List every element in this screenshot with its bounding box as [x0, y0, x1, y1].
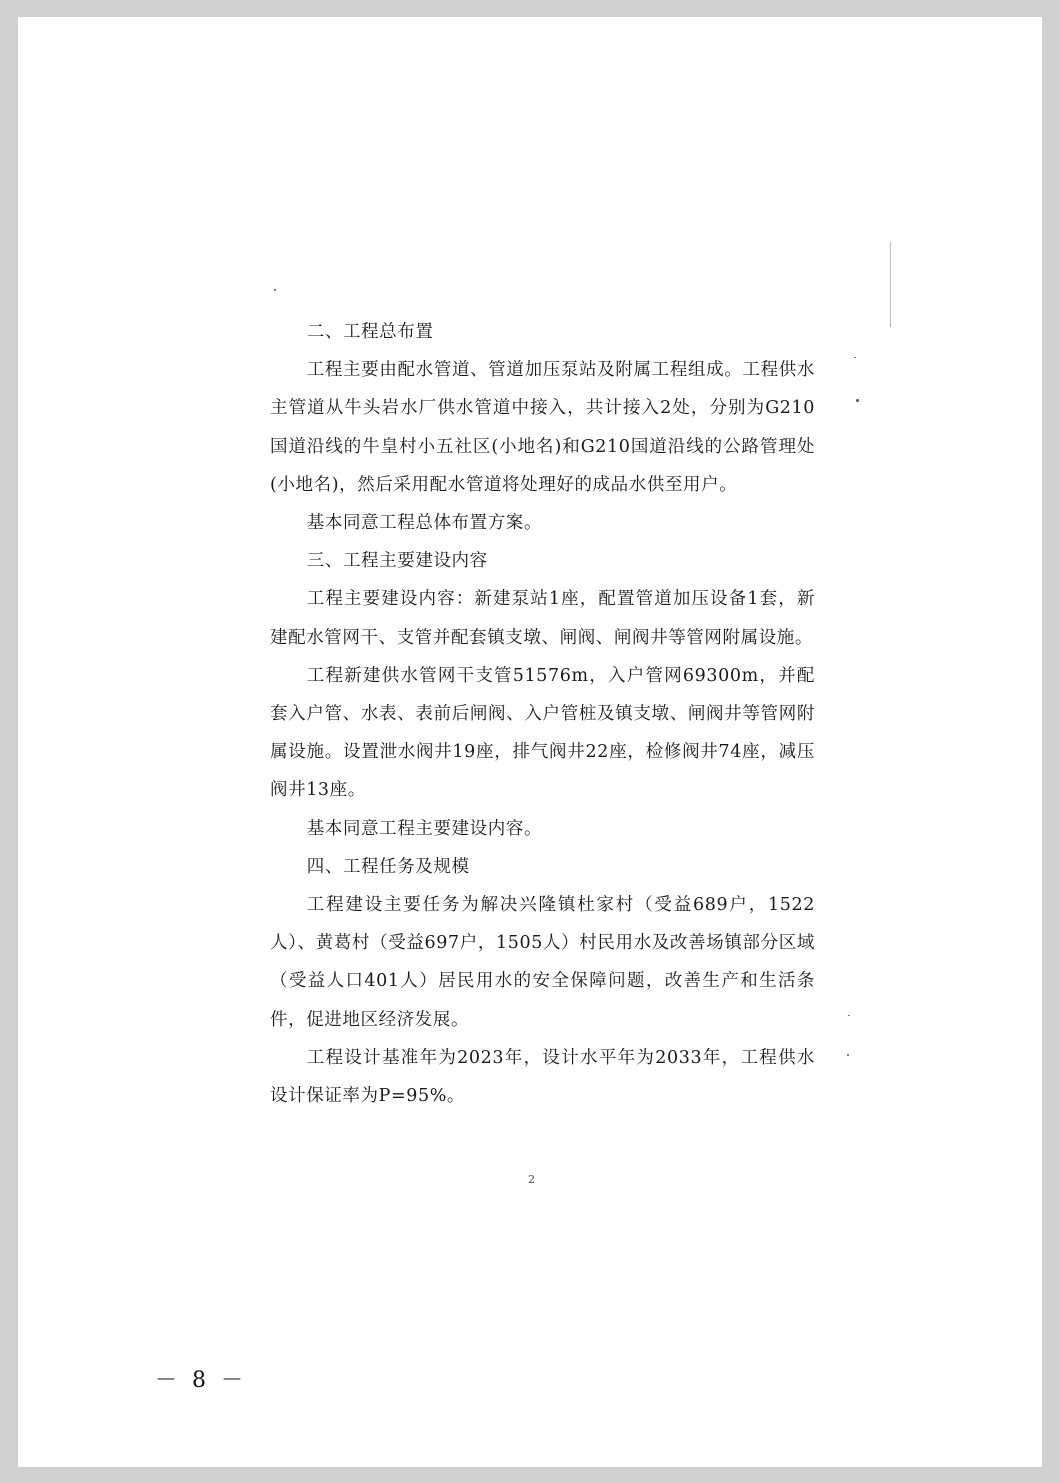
document-body [270, 313, 815, 1115]
scan-speck [847, 1054, 849, 1056]
scan-speck [854, 357, 856, 358]
paragraph-layout-description: 工程主要由配水管道、管道加压泵站及附属工程组成。工程供水主管道从牛头岩水厂供水管道中接入，共计接入2处，分别为G210国道沿线的牛皇村小五社区(小地名)和G210国道沿线的公路管理处(小地名)，然后采用配水管道将处理好的成品水供至用户。 [270, 360, 815, 495]
section-heading-tasks: 四、工程任务及规模 [306, 856, 470, 877]
paragraph-design-years: 工程设计基准年为2023年，设计水平年为2033年，工程供水设计保证率为P=95%。 [270, 1047, 815, 1107]
scan-page-number: 2 [528, 1173, 535, 1186]
page-footer-number: － 8 － [155, 1368, 247, 1393]
paragraph-layout-approval: 基本同意工程总体布置方案。 [306, 513, 543, 534]
scan-speck [848, 1015, 850, 1016]
scan-speck [856, 399, 859, 402]
scan-speck [274, 289, 276, 291]
document-page [18, 17, 1042, 1467]
paragraph-construction-network: 工程新建供水管网干支管51576m，入户管网69300m，并配套入户管、水表、表前后闸阀、入户管桩及镇支墩、闸阀井等管网附属设施。设置泄水阀井19座，排气阀井22座，检修阀井74座，减压阀井13座。 [270, 665, 815, 801]
paragraph-construction-content: 工程主要建设内容：新建泵站1座，配置管道加压设备1套，新建配水管网干、支管并配套镇支墩、闸阀、闸阀井等管网附属设施。 [270, 589, 815, 648]
scan-edge-mark [890, 242, 891, 327]
paragraph-construction-approval: 基本同意工程主要建设内容。 [306, 818, 543, 839]
section-heading-layout: 二、工程总布置 [306, 322, 434, 342]
paragraph-tasks-description: 工程建设主要任务为解决兴隆镇杜家村（受益689户，1522人）、黄葛村（受益697户，1505人）村民用水及改善场镇部分区域（受益人口401人）居民用水的安全保障问题，改善生产和生活条件，促进地区经济发展。 [270, 895, 815, 1030]
section-heading-construction: 三、工程主要建设内容 [306, 551, 488, 572]
